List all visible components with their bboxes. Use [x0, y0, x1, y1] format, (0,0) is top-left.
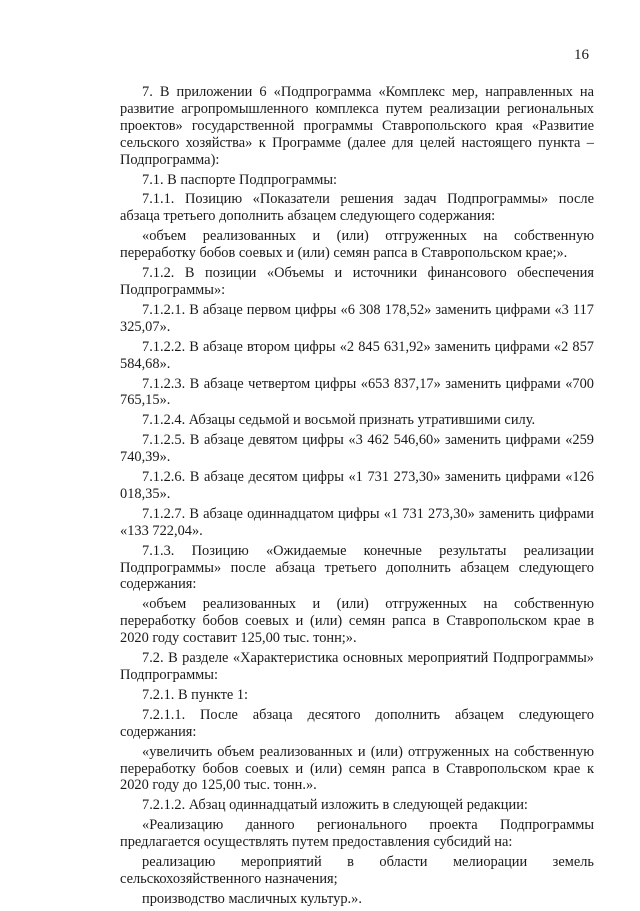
paragraph-p7-1-2: 7.1.2. В позиции «Объемы и источники финансового обеспечения Подпрограммы»: — [120, 265, 594, 298]
paragraph-p7-2-1-2: 7.2.1.2. Абзац одиннадцатый изложить в следующей редакции: — [142, 797, 528, 814]
paragraph-q4: «Реализацию данного регионального проекта Подпрограммы предлагается осуществлять путем предоставления субсидий на: — [120, 817, 594, 851]
paragraph-q2: «объем реализованных и (или) отгруженных на собственную переработку бобов соевых и (или) семян рапса в Ставропольском крае в 2020 году составит 125,00 тыс. тонн;». — [120, 596, 594, 647]
paragraph-q1: «объем реализованных и (или) отгруженных на собственную переработку бобов соевых и (или) семян рапса в Ставропольском крае;». — [120, 228, 594, 262]
document-body — [120, 84, 594, 911]
page-number: 16 — [574, 47, 589, 63]
paragraph-p7-1-2-4: 7.1.2.4. Абзацы седьмой и восьмой признать утратившими силу. — [142, 412, 536, 429]
paragraph-p7-1-2-3: 7.1.2.3. В абзаце четвертом цифры «653 837,17» заменить цифрами «700 765,15». — [120, 375, 594, 409]
paragraph-p7-1: 7.1. В паспорте Подпрограммы: — [142, 171, 337, 188]
paragraph-p7-1-3: 7.1.3. Позицию «Ожидаемые конечные результаты реализации Подпрограммы» после абзаца третьего дополнить абзацем следующего содержания: — [120, 542, 594, 593]
paragraph-p7-1-2-2: 7.1.2.2. В абзаце втором цифры «2 845 631,92» заменить цифрами «2 857 584,68». — [120, 338, 594, 372]
paragraph-p7-2-1-1: 7.2.1.1. После абзаца десятого дополнить абзацем следующего содержания: — [120, 706, 594, 740]
paragraph-p7-2-1: 7.2.1. В пункте 1: — [142, 686, 249, 703]
paragraph-q3: «увеличить объем реализованных и (или) отгруженных на собственную переработку бобов соевых и (или) семян рапса в Ставропольском крае к 2020 году до 125,00 тыс. тонн.». — [120, 743, 594, 794]
paragraph-p7-1-2-1: 7.1.2.1. В абзаце первом цифры «6 308 178,52» заменить цифрами «3 117 325,07». — [120, 301, 594, 335]
paragraph-p7-2: 7.2. В разделе «Характеристика основных мероприятий Подпрограммы» Подпрограммы: — [120, 650, 594, 683]
paragraph-q4-a: реализацию мероприятий в области мелиорации земель сельскохозяйственного назначения; — [120, 854, 594, 887]
paragraph-p7: 7. В приложении 6 «Подпрограмма «Комплекс мер, направленных на развитие агропромышленного комплекса путем реализации региональных проектов» государственной программы Ставропольского края «Развитие сельского хозяйства» к Программе (далее для целей настоящего пункта – Подпрограмма): — [120, 84, 594, 168]
paragraph-p7-1-1: 7.1.1. Позицию «Показатели решения задач Подпрограммы» после абзаца третьего дополнить абзацем следующего содержания: — [120, 191, 594, 225]
paragraph-p7-1-2-5: 7.1.2.5. В абзаце девятом цифры «3 462 546,60» заменить цифрами «259 740,39». — [120, 432, 594, 466]
paragraph-p7-1-2-6: 7.1.2.6. В абзаце десятом цифры «1 731 273,30» заменить цифрами «126 018,35». — [120, 469, 594, 502]
paragraph-p7-1-2-7: 7.1.2.7. В абзаце одиннадцатом цифры «1 731 273,30» заменить цифрами «133 722,04». — [120, 505, 594, 539]
paragraph-q4-b: производство масличных культур.». — [142, 890, 362, 907]
